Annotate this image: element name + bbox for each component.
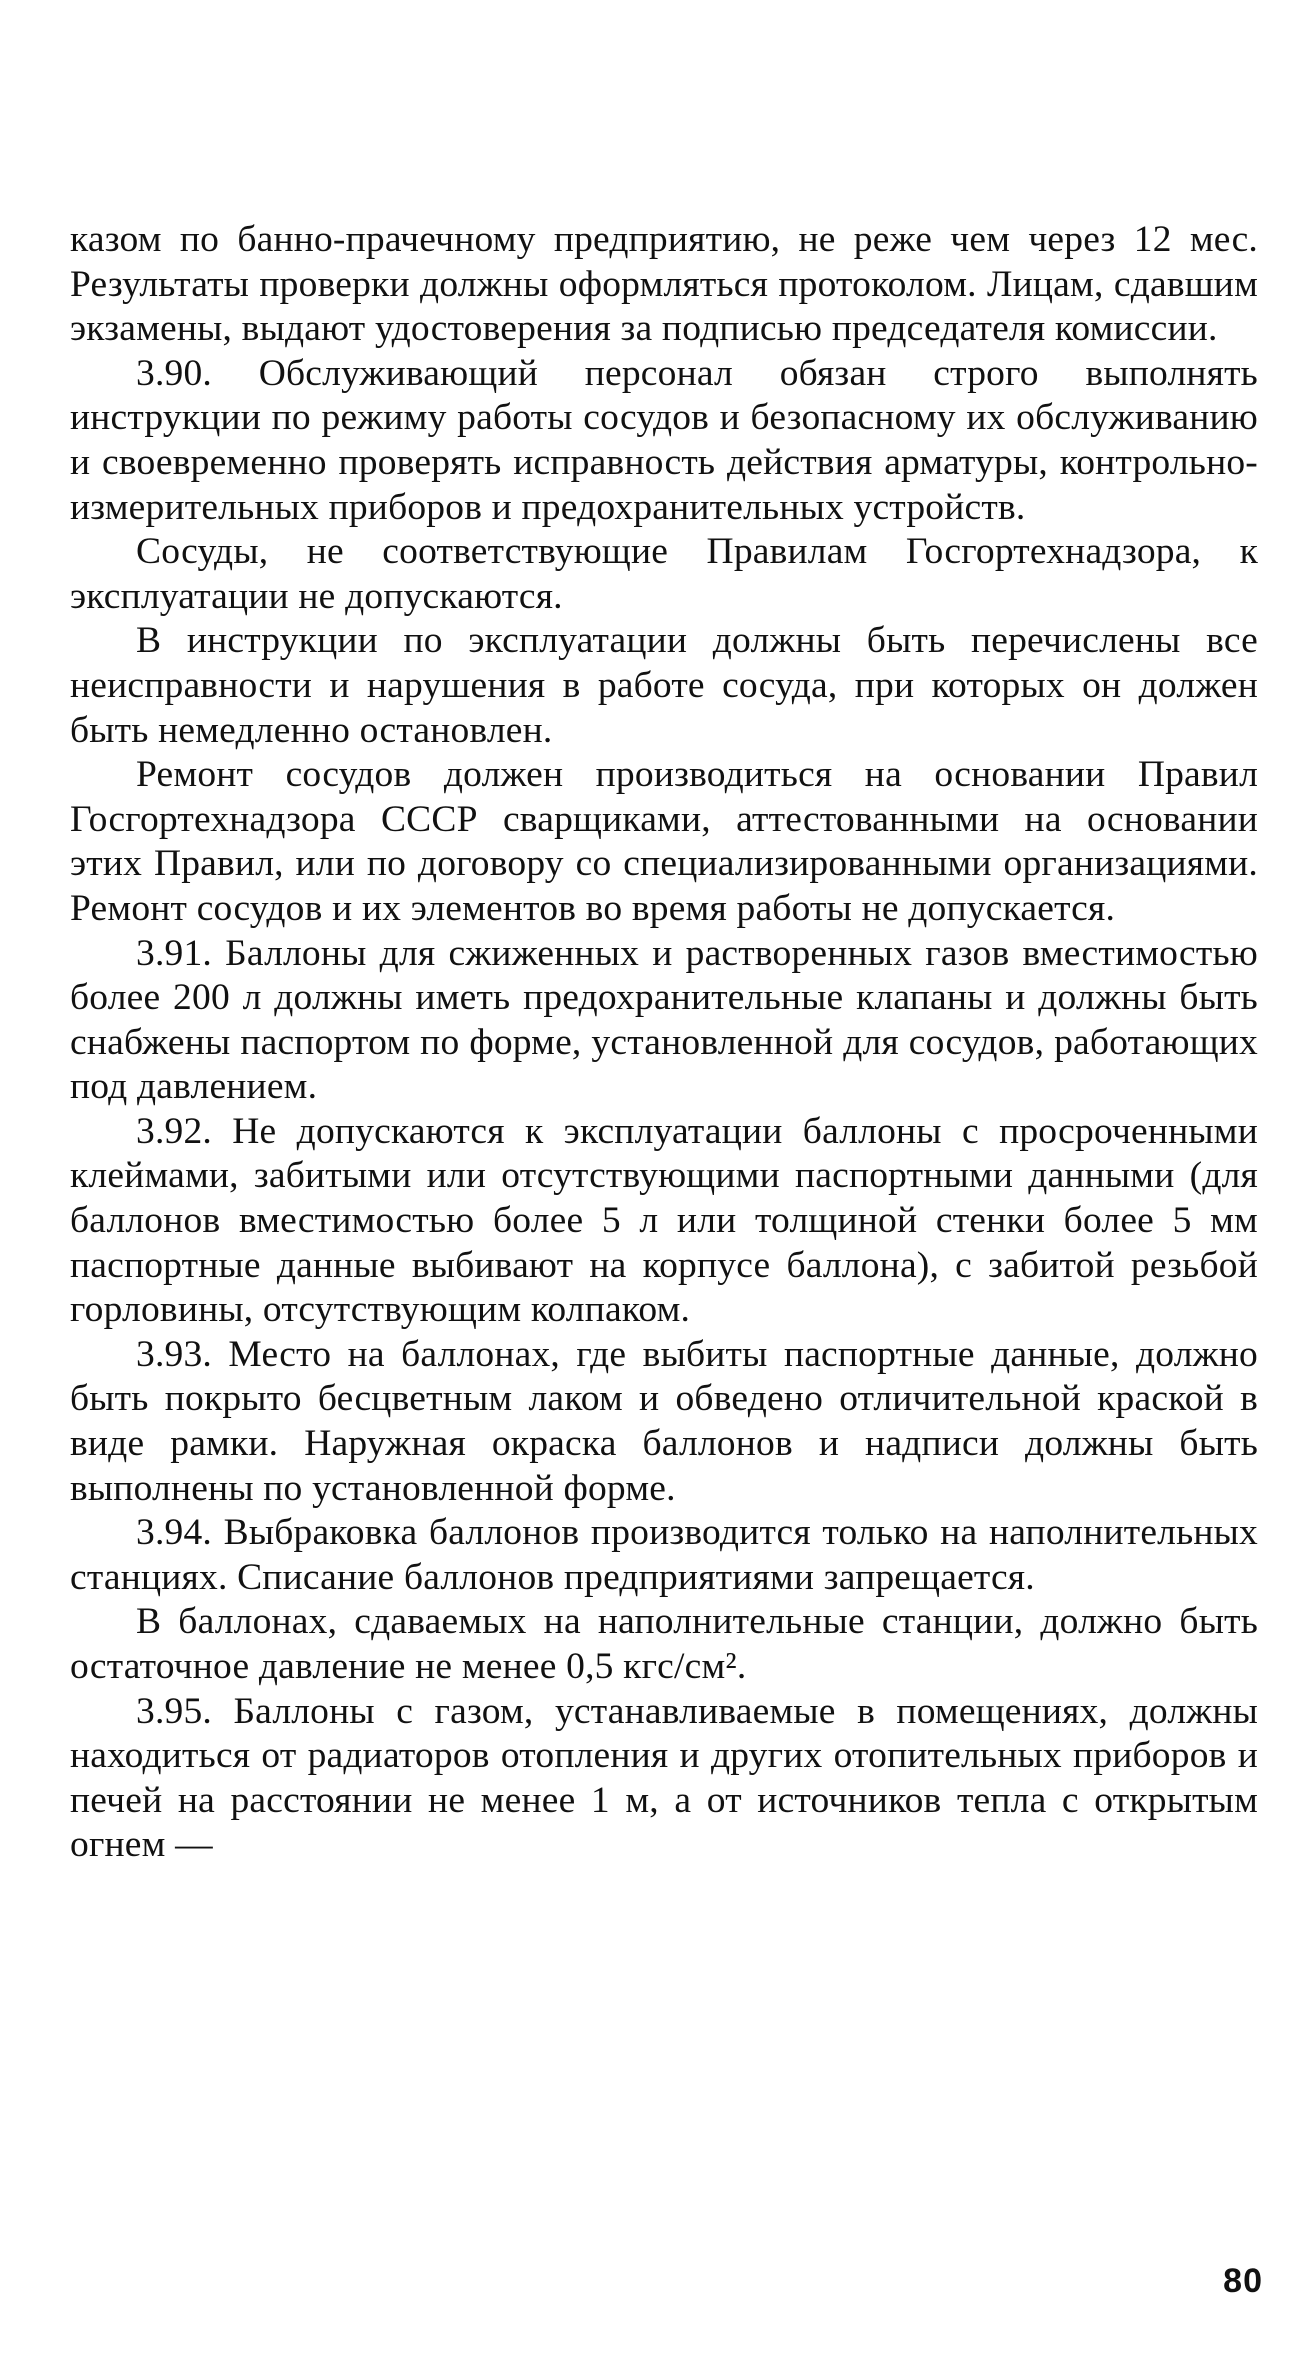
paragraph-instruction-faults: В инструкции по эксплуатации должны быть перечислены все неисправности и нарушения в работе сосуда, при которых он должен быть немедленно остановлен. xyxy=(70,620,1258,751)
paragraph-vessels-not-admitted: Сосуды, не соответствующие Правилам Госгортехнадзора, к эксплуатации не допускаются. xyxy=(70,531,1258,617)
paragraph-3-94: 3.94. Выбраковка баллонов производится только на наполнительных станциях. Списание баллонов предприятиями запрещается. xyxy=(70,1512,1258,1598)
document-page xyxy=(70,218,1258,1868)
page-number: 80 xyxy=(1223,2262,1263,2300)
paragraph-1: казом по банно-прачечному предприятию, не реже чем через 12 мес. Результаты проверки должны оформляться протоколом. Лицам, сдавшим экзамены, выдают удостоверения за подписью председателя комиссии. xyxy=(70,219,1258,350)
paragraph-3-95: 3.95. Баллоны с газом, устанавливаемые в помещениях, должны находиться от радиаторов отопления и других отопительных приборов и печей на расстоянии не менее 1 м, а от источников тепла с открытым огнем — xyxy=(70,1690,1258,1866)
paragraph-3-93: 3.93. Место на баллонах, где выбиты паспортные данные, должно быть покрыто бесцветным лаком и обведено отличительной краской в виде рамки. Наружная окраска баллонов и надписи должны быть выполнены по установленной форме. xyxy=(70,1333,1258,1509)
paragraph-3-90: 3.90. Обслуживающий персонал обязан строго выполнять инструкции по режиму работы сосудов и безопасному их обслуживанию и своевременно проверять исправность действия арматуры, контрольно-измерительных приборов и предохранительных устройств. xyxy=(70,352,1258,528)
paragraph-vessel-repair: Ремонт сосудов должен производиться на основании Правил Госгортехнадзора СССР сварщиками, аттестованными на основании этих Правил, или по договору со специализированными организациями. Ремонт сосудов и их элементов во время работы не допускается. xyxy=(70,754,1258,929)
paragraph-residual-pressure: В баллонах, сдаваемых на наполнительные станции, должно быть остаточное давление не менее 0,5 кгс/см². xyxy=(70,1601,1258,1687)
paragraph-3-91: 3.91. Баллоны для сжиженных и растворенных газов вместимостью более 200 л должны иметь предохранительные клапаны и должны быть снабжены паспортом по форме, установленной для сосудов, работающих под давлением. xyxy=(70,932,1258,1108)
paragraph-3-92: 3.92. Не допускаются к эксплуатации баллоны с просроченными клеймами, забитыми или отсутствующими паспортными данными (для баллонов вместимостью более 5 л или толщиной стенки более 5 мм паспортные данные выбивают на корпусе баллона), с забитой резьбой горловины, отсутствующим колпаком. xyxy=(70,1110,1258,1331)
